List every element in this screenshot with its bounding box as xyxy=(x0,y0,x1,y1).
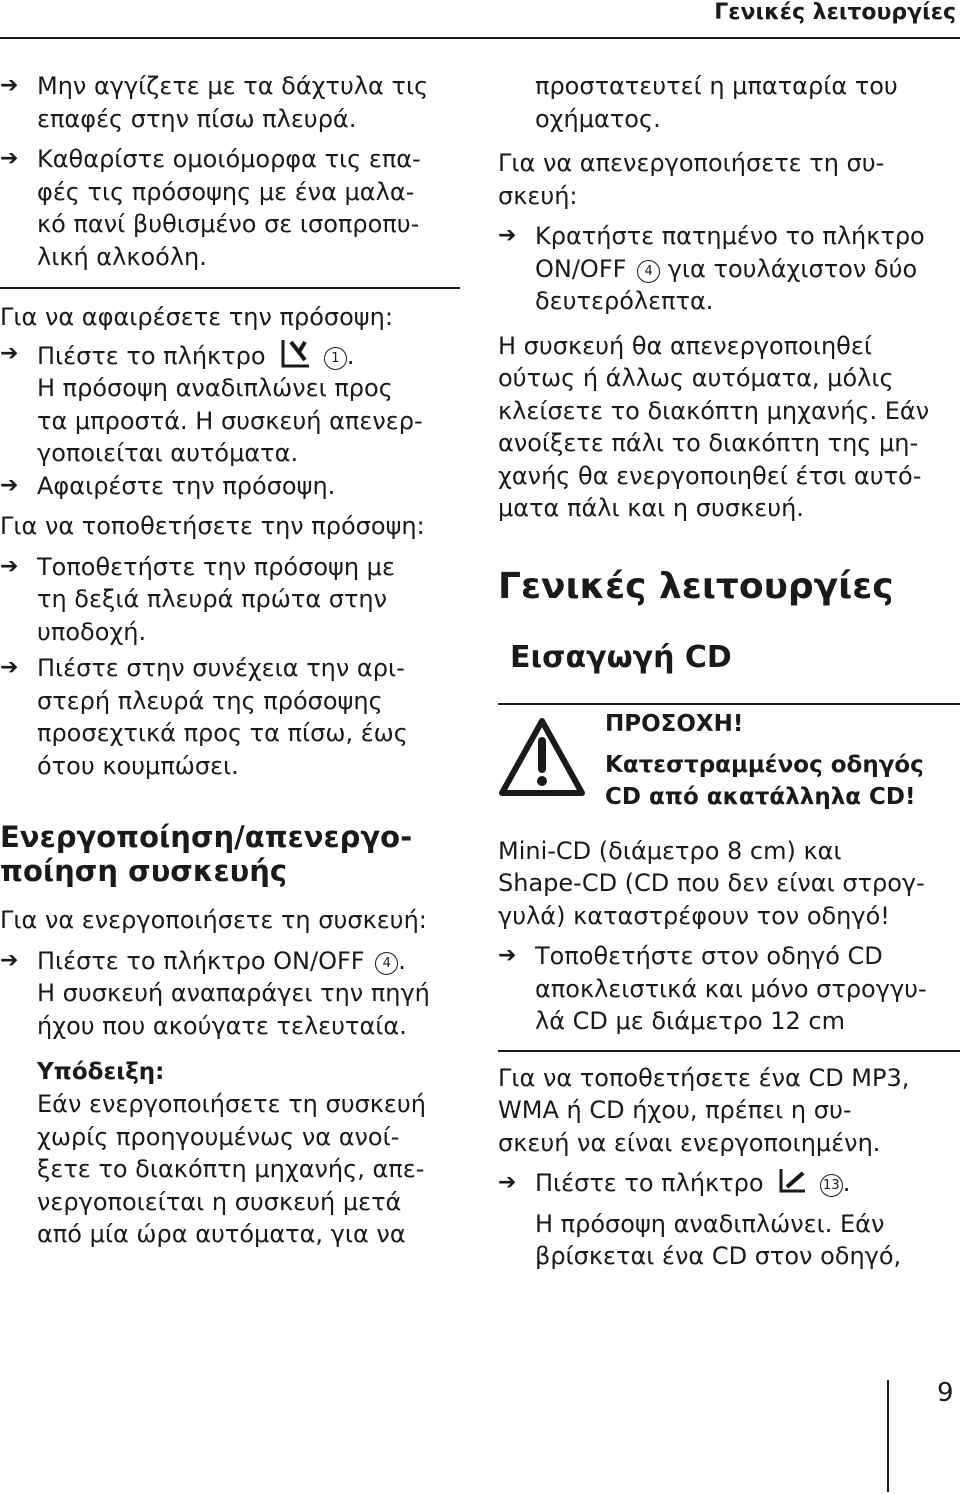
arrow-icon: ➔ xyxy=(498,223,517,248)
key-number-badge: 4 xyxy=(637,260,660,283)
subsection-title-insert-cd: Εισαγωγή CD xyxy=(510,639,732,675)
arrow-icon: ➔ xyxy=(0,553,19,579)
arrow-icon: ➔ xyxy=(0,472,19,498)
section-divider xyxy=(0,287,460,289)
running-header: Γενικές λειτουργίες xyxy=(714,0,956,25)
remove-intro: Για να αφαιρέσετε την πρόσοψη: xyxy=(0,303,393,331)
mount-intro: Για να τοποθετήσετε την πρόσοψη: xyxy=(0,512,425,540)
bullet-press-onoff: ➔ Πιέστε το πλήκτρο ON/OFF 4 . xyxy=(0,945,470,978)
warning-block xyxy=(498,705,960,835)
hint-text: Εάν ενεργοποιήσετε τη συσκευή χωρίς προηγουμένως να ανοί- ξετε το διακόπτη μηχανής, απε- νεργοποιείται η συσκευή μετά από μία ώρα αυτόματα, για να xyxy=(37,1090,427,1248)
warning-triangle-icon xyxy=(498,717,586,797)
insert-intro: Για να τοποθετήσετε ένα CD MP3, WMA ή CD ήχου, πρέπει η συ- σκευή να είναι ενεργοποιημένη. xyxy=(498,1063,910,1157)
power-on-intro: Για να ενεργοποιήσετε τη συσκευή: xyxy=(0,906,427,934)
bullet-press-release: ➔ Πιέστε το πλήκτρο 1 . xyxy=(0,338,470,373)
power-off-intro: Για να απενεργοποιήσετε τη συ- σκευή: xyxy=(498,149,885,210)
bullet-hold-onoff: ➔ Κρατήστε πατημένο το πλήκτρο ON/OFF 4 για τουλάχιστον δύο δευτερόλεπτα. xyxy=(498,222,925,315)
arrow-icon: ➔ xyxy=(0,146,19,171)
warning-subtitle: Κατεστραμμένος οδηγός CD από ακατάλληλα CD! xyxy=(605,751,924,810)
bullet-press-open: ➔ Πιέστε το πλήκτρο 13 . xyxy=(498,1167,960,1200)
chapter-title: Γενικές λειτουργίες xyxy=(498,565,894,607)
press-open-result: Η πρόσοψη αναδιπλώνει. Εάν βρίσκεται ένα CD στον οδηγό, xyxy=(535,1209,902,1270)
section-title-power: Ενεργοποίηση/απενεργο- ποίηση συσκευής xyxy=(0,820,413,888)
header-rule xyxy=(0,37,960,39)
key-number-badge: 13 xyxy=(820,1174,843,1197)
arrow-icon: ➔ xyxy=(498,943,517,968)
power-on-result: Η συσκευή αναπαράγει την πηγή ήχου που ακούγατε τελευταία. xyxy=(37,979,430,1040)
warning-title: ΠΡΟΣΟΧΗ! xyxy=(605,710,744,737)
arrow-icon: ➔ xyxy=(0,947,19,973)
bullet-clean-contacts: ➔ Καθαρίστε ομοιόμορφα τις επα- φές τις πρόσοψης με ένα μαλα- κό πανί βυθισμένο σε ισοπροπυ- λική αλκοόλη. xyxy=(0,145,421,271)
bullet-dont-touch: ➔ Μην αγγίζετε με τα δάχτυλα τις επαφές στην πίσω πλευρά. xyxy=(0,72,429,133)
open-key-icon xyxy=(777,1167,809,1195)
page-number: 9 xyxy=(937,1378,954,1408)
bullet-press-left-side: ➔ Πιέστε στην συνέχεια την αρι- στερή πλευρά της πρόσοψης προσεχτικά προς τα πίσω, έως ότου κουμπώσει. xyxy=(0,654,408,780)
arrow-icon: ➔ xyxy=(0,340,19,366)
key-number-badge: 1 xyxy=(324,347,347,370)
key-number-badge: 4 xyxy=(375,952,398,975)
press-release-result: Η πρόσοψη αναδιπλώνει προς τα μπροστά. Η συσκευή απενερ- γοποιείται αυτόματα. xyxy=(37,374,423,467)
warning-body: Mini-CD (διάμετρο 8 cm) και Shape-CD (CD που δεν είναι στρογ- γυλά) καταστρέφουν τον οδηγό! xyxy=(498,836,925,930)
release-key-icon xyxy=(279,338,313,368)
page-number-rule xyxy=(887,1380,889,1492)
right-column xyxy=(498,70,960,1273)
hint-label: Υπόδειξη: xyxy=(37,1059,165,1085)
bullet-remove-faceplate: ➔ Αφαιρέστε την πρόσοψη. xyxy=(0,470,470,503)
bullet-round-cd-only: ➔ Τοποθετήστε στον οδηγό CD αποκλειστικά και μόνο στρογγυ- λά CD με διάμετρο 12 cm xyxy=(498,942,927,1035)
auto-off-text: Η συσκευή θα απενεργοποιηθεί ούτως ή άλλως αυτόματα, μόλις κλείσετε το διακόπτη μηχανής. Εάν ανοίξετε πάλι το διακόπτη της μη- χανής θα ενεργοποιηθεί έτσι αυτό- ματα πάλι και η συσκευή. xyxy=(498,331,930,522)
arrow-icon: ➔ xyxy=(498,1170,517,1195)
arrow-icon: ➔ xyxy=(0,655,19,680)
bullet-insert-right-side: ➔ Τοποθετήστε την πρόσοψη με τη δεξιά πλευρά πρώτα στην υποδοχή. xyxy=(0,552,395,646)
arrow-icon: ➔ xyxy=(0,73,19,98)
left-column xyxy=(0,70,470,1251)
battery-protect-cont: προστατευτεί η μπαταρία του οχήματος. xyxy=(535,72,898,133)
